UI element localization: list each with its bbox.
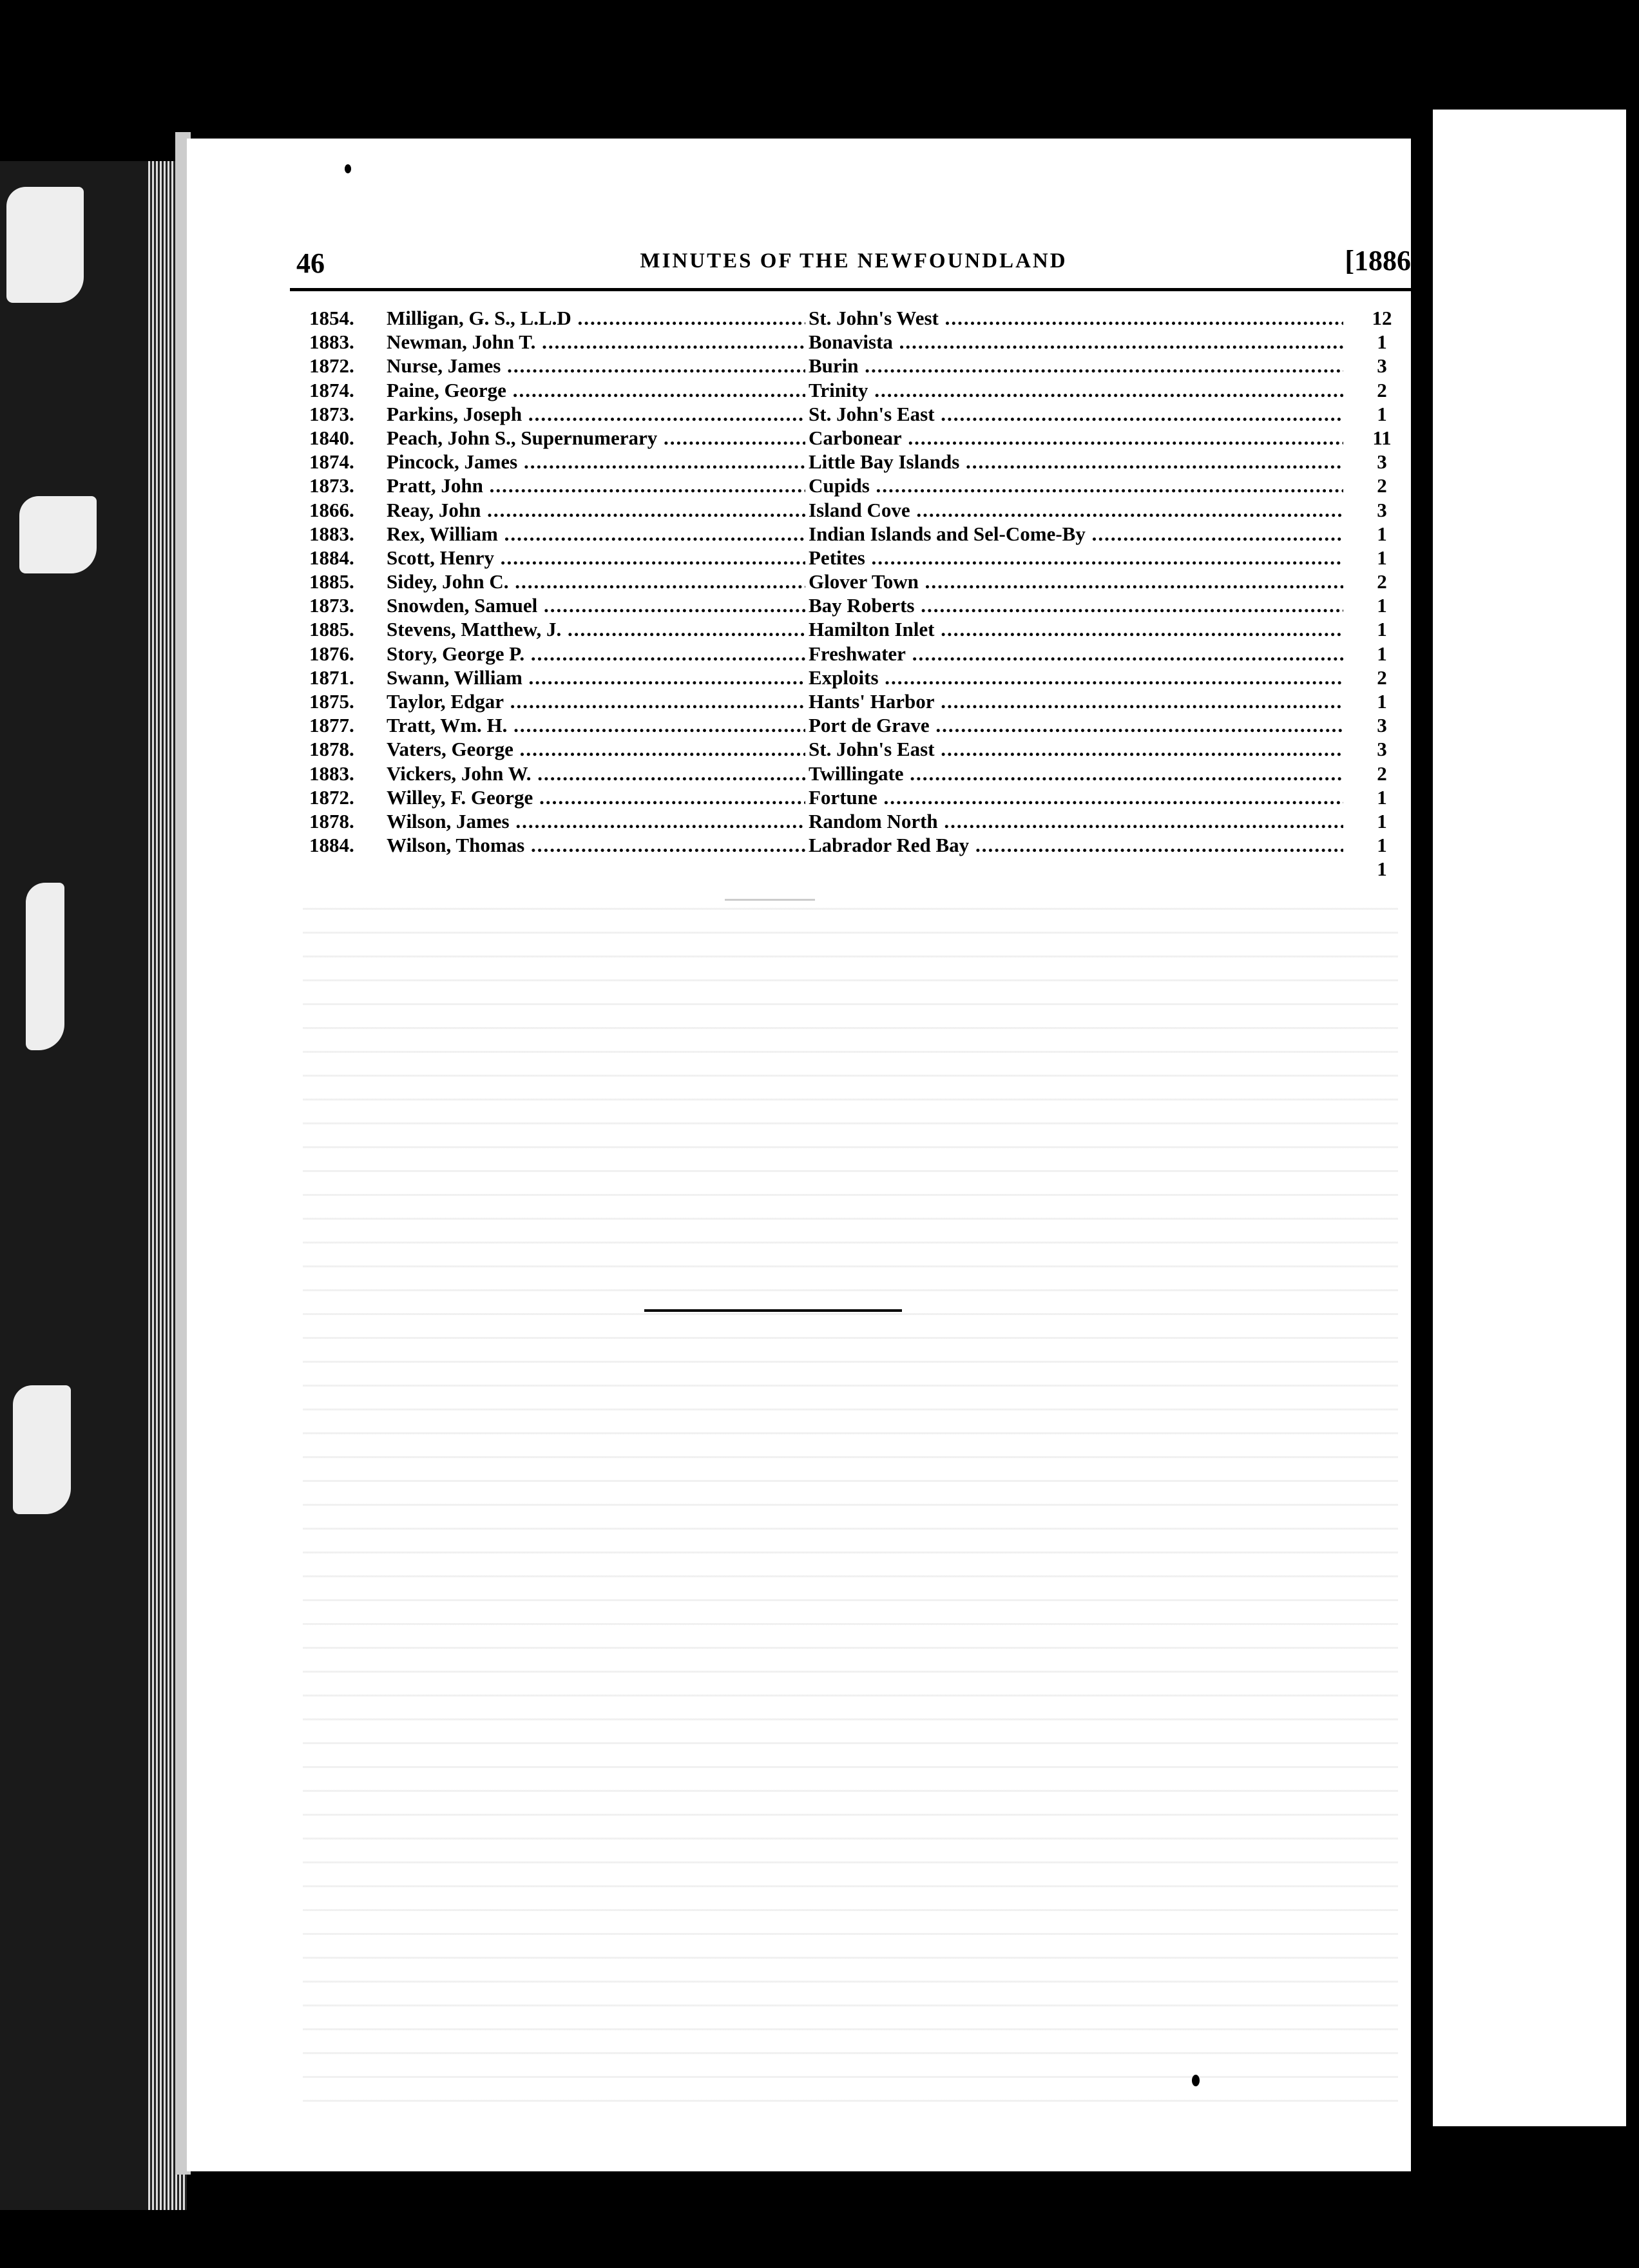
entry-name: Taylor, Edgar ..... <box>387 689 805 713</box>
header-year: [1886 <box>1345 245 1411 276</box>
entry-station: Trinity ..... <box>809 378 1343 402</box>
list-item <box>309 593 1417 617</box>
list-item <box>309 498 1417 522</box>
entry-year: 1884. <box>309 834 354 857</box>
entry-station: Bay Roberts ..... <box>809 593 1343 617</box>
entry-name: Pratt, John ..... <box>387 474 805 497</box>
entry-name: Story, George P. ..... <box>387 642 805 666</box>
entry-station: Labrador Red Bay ..... <box>809 833 1343 857</box>
entry-count: 1 <box>1377 809 1387 832</box>
page-title: MINUTES OF THE NEWFOUNDLAND <box>640 249 1068 273</box>
entry-name: Scott, Henry ..... <box>387 546 805 570</box>
entry-station: Indian Islands and Sel-Come-By ..... <box>809 522 1343 546</box>
list-item <box>309 713 1417 737</box>
list-item <box>309 570 1417 593</box>
entry-count: 2 <box>1377 762 1387 785</box>
entry-station: Hants' Harbor ..... <box>809 689 1343 713</box>
entry-name: Wilson, James ..... <box>387 809 805 833</box>
list-item <box>309 666 1417 689</box>
entry-station: Cupids ..... <box>809 474 1343 497</box>
entry-year: 1874. <box>309 378 354 401</box>
list-item <box>309 642 1417 666</box>
list-item <box>309 689 1417 713</box>
entry-name: Paine, George ..... <box>387 378 805 402</box>
list-item <box>309 737 1417 761</box>
entry-count: 1 <box>1377 546 1387 569</box>
entry-year: 1878. <box>309 809 354 832</box>
ink-speck <box>1192 2075 1200 2086</box>
entry-station: St. John's East ..... <box>809 402 1343 426</box>
entry-count: 2 <box>1377 666 1387 689</box>
entry-station: Random North ..... <box>809 809 1343 833</box>
entry-station: Twillingate ..... <box>809 762 1343 785</box>
entry-station: Bonavista ..... <box>809 330 1343 354</box>
entry-count: 11 <box>1372 426 1392 449</box>
entry-count: 3 <box>1377 714 1387 737</box>
entry-year: 1873. <box>309 474 354 497</box>
worn-edge <box>26 883 64 1050</box>
entry-name: Stevens, Matthew, J. ..... <box>387 617 805 641</box>
list-item <box>309 354 1417 378</box>
entry-station: St. John's East ..... <box>809 737 1343 761</box>
entry-count: 12 <box>1372 307 1392 329</box>
entry-name: Milligan, G. S., L.L.D ..... <box>387 306 805 330</box>
ink-speck <box>345 164 351 173</box>
list-item <box>309 546 1417 570</box>
entry-station: Exploits ..... <box>809 666 1343 689</box>
entry-count: 3 <box>1377 354 1387 378</box>
entry-count: 2 <box>1377 474 1387 497</box>
list-item <box>309 330 1417 354</box>
entry-station: Hamilton Inlet ..... <box>809 617 1343 641</box>
entry-name: Wilson, Thomas ..... <box>387 833 805 857</box>
entry-count: 1 <box>1377 522 1387 545</box>
entry-year: 1854. <box>309 307 354 329</box>
entry-year: 1885. <box>309 570 354 593</box>
list-item <box>309 450 1417 474</box>
entry-year: 1878. <box>309 738 354 761</box>
list-item <box>309 617 1417 641</box>
entry-year: 1873. <box>309 402 354 425</box>
entry-station: Fortune ..... <box>809 785 1343 809</box>
entry-count: 1 <box>1377 785 1387 809</box>
entry-name: Rex, William ..... <box>387 522 805 546</box>
entry-name: Reay, John ..... <box>387 498 805 522</box>
entry-station: Little Bay Islands ..... <box>809 450 1343 474</box>
trailing-count-row <box>309 857 1417 881</box>
entry-count: 1 <box>1377 402 1387 425</box>
entry-name: Peach, John S., Supernumerary ..... <box>387 426 805 450</box>
entry-count: 1 <box>1377 690 1387 713</box>
entry-year: 1885. <box>309 618 354 641</box>
entry-year: 1876. <box>309 642 354 665</box>
list-item <box>309 474 1417 497</box>
entry-name: Snowden, Samuel ..... <box>387 593 805 617</box>
entry-year: 1872. <box>309 785 354 809</box>
list-item <box>309 522 1417 546</box>
entry-name: Willey, F. George ..... <box>387 785 805 809</box>
page-number: 46 <box>296 247 325 279</box>
entry-station: Freshwater ..... <box>809 642 1343 666</box>
page-header <box>296 242 1411 280</box>
entry-year: 1883. <box>309 522 354 545</box>
entry-year: 1883. <box>309 331 354 354</box>
header-rule <box>290 288 1411 291</box>
entry-year: 1874. <box>309 450 354 474</box>
entry-count: 3 <box>1377 498 1387 521</box>
entry-name: Sidey, John C. ..... <box>387 570 805 593</box>
entry-name: Pincock, James ..... <box>387 450 805 474</box>
entry-count: 1 <box>1377 642 1387 665</box>
entry-count: 3 <box>1377 450 1387 474</box>
entry-station: Burin ..... <box>809 354 1343 378</box>
entry-station: St. John's West ..... <box>809 306 1343 330</box>
entry-count: 2 <box>1377 378 1387 401</box>
list-item <box>309 402 1417 426</box>
entry-count: 1 <box>1377 834 1387 857</box>
section-divider <box>644 1309 902 1312</box>
entry-year: 1871. <box>309 666 354 689</box>
entry-station: Island Cove ..... <box>809 498 1343 522</box>
worn-edge <box>6 187 84 303</box>
entry-year: 1875. <box>309 690 354 713</box>
list-item <box>309 378 1417 402</box>
worn-edge <box>19 496 97 573</box>
worn-edge <box>13 1385 71 1514</box>
book-binding <box>0 161 180 2210</box>
document-page <box>187 139 1411 2171</box>
bleed-through-text <box>303 886 1398 2110</box>
entry-count: 2 <box>1377 570 1387 593</box>
list-item <box>309 833 1417 857</box>
list-item <box>309 762 1417 785</box>
minister-list <box>309 306 1417 881</box>
entry-year: 1873. <box>309 594 354 617</box>
list-item <box>309 306 1417 330</box>
entry-name: Tratt, Wm. H. ..... <box>387 713 805 737</box>
entry-station: Petites ..... <box>809 546 1343 570</box>
entry-year: 1866. <box>309 498 354 521</box>
entry-year: 1840. <box>309 426 354 449</box>
entry-count: 1 <box>1377 594 1387 617</box>
trailing-count: 1 <box>1377 858 1387 881</box>
entry-name: Newman, John T. ..... <box>387 330 805 354</box>
list-item <box>309 785 1417 809</box>
entry-name: Vickers, John W. ..... <box>387 762 805 785</box>
entry-station: Port de Grave ..... <box>809 713 1343 737</box>
entry-name: Vaters, George ..... <box>387 737 805 761</box>
entry-year: 1877. <box>309 714 354 737</box>
entry-name: Nurse, James ..... <box>387 354 805 378</box>
entry-year: 1872. <box>309 354 354 378</box>
entry-name: Swann, William ..... <box>387 666 805 689</box>
entry-name: Parkins, Joseph ..... <box>387 402 805 426</box>
list-item <box>309 426 1417 450</box>
list-item <box>309 809 1417 833</box>
entry-year: 1883. <box>309 762 354 785</box>
facing-page <box>1433 110 1626 2126</box>
entry-count: 1 <box>1377 618 1387 641</box>
entry-count: 3 <box>1377 738 1387 761</box>
entry-year: 1884. <box>309 546 354 569</box>
entry-count: 1 <box>1377 331 1387 354</box>
entry-station: Glover Town ..... <box>809 570 1343 593</box>
entry-station: Carbonear ..... <box>809 426 1343 450</box>
